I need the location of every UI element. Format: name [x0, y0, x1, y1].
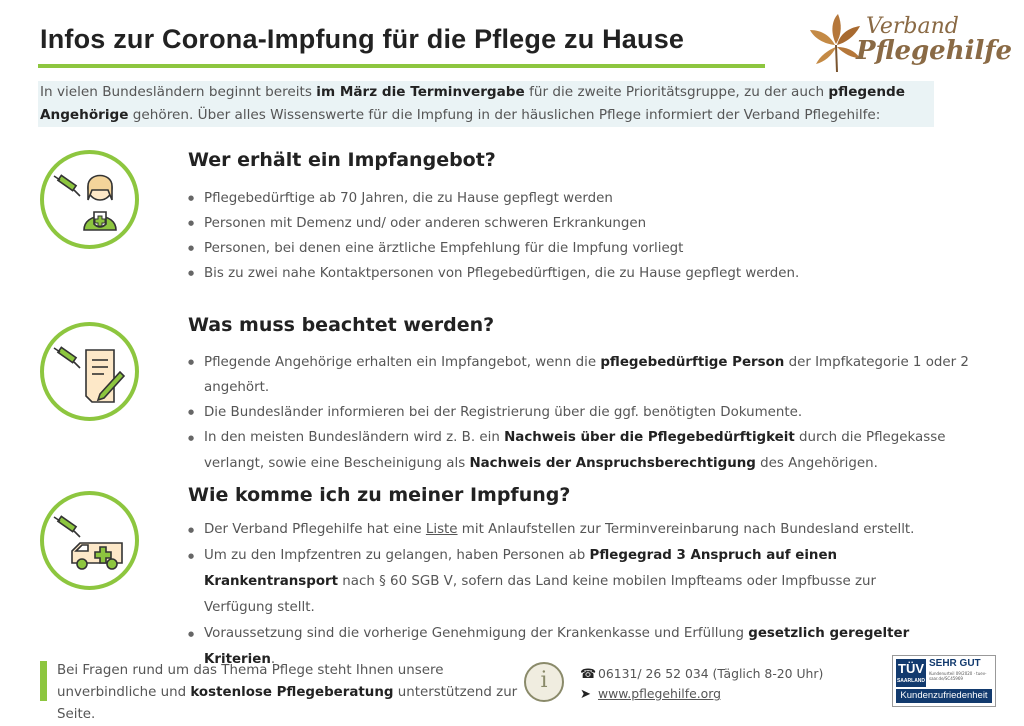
section-heading: Was muss beachtet werden? — [188, 314, 495, 336]
list-item — [188, 211, 799, 236]
footer-part: Bei Fragen rund um das Thema Pflege steht Ihnen unsere unverbindliche und — [57, 663, 444, 700]
title-underline — [38, 64, 765, 68]
list-item-text: Um zu den Impfzentren zu gelangen, haben Personen ab — [204, 548, 590, 563]
footer-part: kostenlose Pflegeberatung — [190, 685, 394, 700]
list-item — [188, 236, 799, 261]
logo-line-2: Pflegehilfe — [856, 36, 1013, 66]
intro-part: pflegende Angehörige — [40, 84, 906, 123]
logo-line-1: Verband — [866, 14, 959, 39]
list-item-text: nach § 60 SGB V, sofern das Land keine mobilen Impfteams oder Impfbusse zur Verfügung stellt. — [204, 574, 876, 615]
intro-part: im März die Terminvergabe — [316, 84, 525, 100]
list-item-text: des Angehörigen. — [755, 456, 878, 471]
nurse-with-syringe-icon — [40, 150, 139, 249]
tuev-region: SAARLAND — [896, 678, 926, 684]
list-item-text: Nachweis über die Pflegebedürftigkeit — [504, 430, 795, 445]
phone-number: 06131/ 26 52 034 (Täglich 8-20 Uhr) — [598, 666, 824, 681]
verband-pflegehilfe-logo[interactable] — [806, 12, 1013, 74]
footer-part: unterstützend zur Seite. — [57, 685, 518, 722]
tuev-label: Kundenzufriedenheit — [896, 689, 992, 703]
list-item — [188, 517, 948, 543]
intro-box — [38, 81, 934, 127]
website-line[interactable] — [580, 686, 721, 702]
liste-link[interactable]: Liste — [425, 522, 458, 537]
bullet-list — [188, 350, 988, 477]
arrow-right-icon: ➤ — [580, 687, 591, 702]
info-icon: i — [524, 662, 564, 702]
intro-part: für die zweite Prioritätsgruppe, zu der auch — [524, 84, 829, 100]
list-item-text: Der Verband Pflegehilfe hat eine — [204, 522, 426, 537]
phone-icon: ☎ — [580, 667, 597, 682]
list-item-text: Personen, bei denen eine ärztliche Empfehlung für die Impfung vorliegt — [204, 241, 684, 256]
intro-part: In vielen Bundesländern beginnt bereits — [40, 84, 317, 100]
list-item-text: Pflegegrad 3 Anspruch auf einen Krankentransport — [204, 548, 838, 589]
list-item — [188, 350, 988, 400]
list-item-text: Pflegebedürftige ab 70 Jahren, die zu Hause gepflegt werden — [204, 191, 613, 206]
tuev-mark — [896, 659, 926, 687]
phone-line[interactable] — [580, 666, 823, 682]
section-heading: Wie komme ich zu meiner Impfung? — [188, 484, 571, 506]
list-item — [188, 186, 799, 211]
tuev-mark-text: TÜV — [898, 661, 924, 676]
footer-accent-bar — [40, 661, 47, 701]
list-item-text: pflegebedürftige Person — [600, 355, 785, 370]
footer-text — [57, 660, 527, 726]
website-link[interactable]: www.pflegehilfe.org — [598, 686, 721, 701]
list-item-text: durch die Pflegekasse verlangt, sowie eine Bescheinigung als — [204, 430, 946, 471]
list-item — [188, 543, 948, 621]
list-item-text: Die Bundesländer informieren bei der Registrierung über die ggf. benötigten Dokumente. — [204, 405, 803, 420]
ambulance-with-syringe-icon — [40, 491, 139, 590]
tuev-badge — [892, 655, 996, 707]
list-item-text: der Impfkategorie 1 oder 2 angehört. — [204, 355, 969, 395]
list-item-text: In den meisten Bundesländern wird z. B. ein — [204, 430, 505, 445]
list-item-text: Voraussetzung sind die vorherige Genehmigung der Krankenkasse und Erfüllung — [204, 626, 749, 641]
bullet-list — [188, 186, 799, 286]
list-item-text: . — [270, 652, 276, 667]
document-with-syringe-icon — [40, 322, 139, 421]
list-item — [188, 425, 988, 477]
list-item-text: Personen mit Demenz und/ oder anderen schweren Erkrankungen — [204, 216, 647, 231]
bullet-list — [188, 517, 948, 673]
list-item — [188, 261, 799, 286]
list-item — [188, 400, 988, 425]
list-item-text: mit Anlaufstellen zur Terminvereinbarung nach Bundesland erstellt. — [457, 522, 915, 537]
intro-part: gehören. Über alles Wissenswerte für die Impfung in der häuslichen Pflege informiert der Verband Pflegehilfe: — [128, 107, 881, 123]
list-item-text: gesetzlich geregelter Kriterien — [204, 626, 910, 667]
list-item-text: Nachweis der Anspruchsberechtigung — [469, 456, 756, 471]
tuev-rating: SEHR GUT — [929, 658, 981, 669]
section-heading: Wer erhält ein Impfangebot? — [188, 149, 496, 171]
tuev-small-text: Kundenurteil 09/2020 · tuev-saar.de/SC45969 — [929, 671, 987, 681]
list-item-text: Pflegende Angehörige erhalten ein Impfangebot, wenn die — [204, 355, 601, 370]
list-item-text: Bis zu zwei nahe Kontaktpersonen von Pflegebedürftigen, die zu Hause gepflegt werden. — [204, 266, 800, 281]
page-title: Infos zur Corona-Impfung für die Pflege zu Hause — [40, 24, 685, 54]
